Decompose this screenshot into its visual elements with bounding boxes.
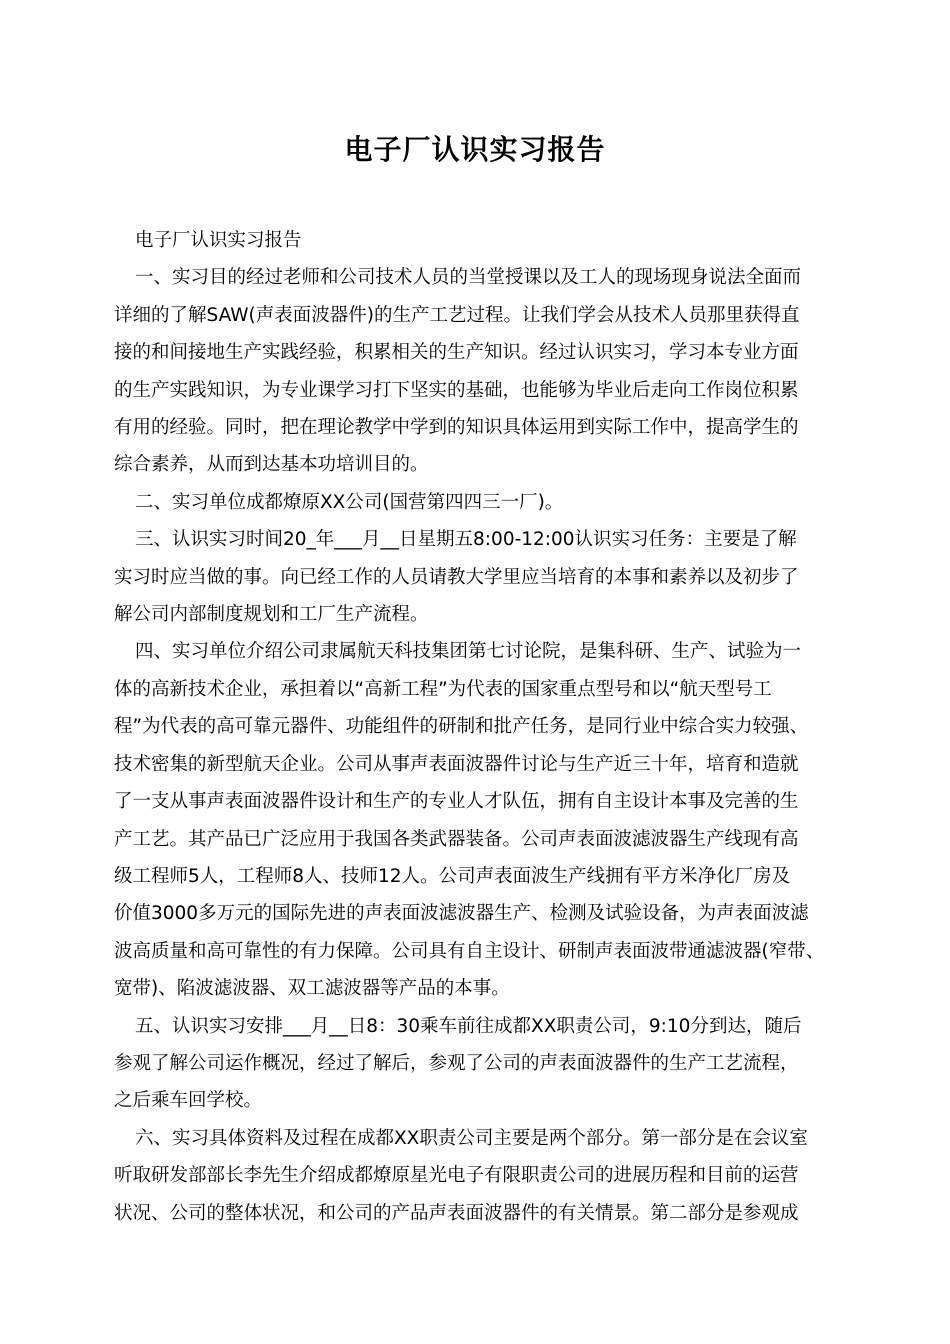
- text-line: 之后乘车回学校。: [114, 1090, 263, 1112]
- text-line: 状况、公司的整体状况，和公司的产品声表面波器件的有关情景。第二部分是参观成: [114, 1202, 799, 1224]
- text-line: 二、实习单位成都燎原XX公司(国营第四四三一厂)。: [135, 491, 564, 513]
- text-line: 波高质量和高可靠性的有力保障。公司具有自主设计、研制声表面波带通滤波器(窄带、: [114, 940, 825, 962]
- text-line: 一、实习目的经过老师和公司技术人员的当堂授课以及工人的现场现身说法全面而: [135, 267, 802, 289]
- paragraph-purpose: [114, 259, 838, 483]
- text-line: 的生产实践知识，为专业课学习打下坚实的基础，也能够为毕业后走向工作岗位积累: [114, 379, 799, 401]
- text-line: 产工艺。其产品已广泛应用于我国各类武器装备。公司声表面波滤波器生产线现有高: [114, 828, 799, 850]
- text-line: 六、实习具体资料及过程在成都XX职责公司主要是两个部分。第一部分是在会议室: [135, 1127, 808, 1149]
- paragraph-unit: [114, 484, 838, 521]
- paragraph-heading: [114, 222, 838, 259]
- text-line: 电子厂认识实习报告: [135, 230, 302, 251]
- text-line: 价值3000多万元的国际先进的声表面波滤波器生产、检测及试验设备，为声表面波滤: [114, 903, 809, 925]
- text-line: 四、实习单位介绍公司隶属航天科技集团第七讨论院，是集科研、生产、试验为一: [135, 641, 802, 663]
- document-body: [114, 222, 838, 1232]
- paragraph-intro: [114, 633, 838, 1007]
- text-line: 三、认识实习时间20_年___月__日星期五8:00-12:00认识实习任务：主要是了解: [135, 529, 797, 551]
- text-line: 宽带)、陷波滤波器、双工滤波器等产品的本事。: [114, 978, 510, 1000]
- text-line: 综合素养，从而到达基本功培训目的。: [114, 454, 429, 476]
- paragraph-time: [114, 521, 838, 633]
- text-line: 参观了解公司运作概况，经过了解后，参观了公司的声表面波器件的生产工艺流程，: [114, 1052, 799, 1074]
- text-line: 接的和间接地生产实践经验，积累相关的生产知识。经过认识实习，学习本专业方面: [114, 342, 799, 364]
- text-line: 程”为代表的高可靠元器件、功能组件的研制和批产任务，是同行业中综合实力较强、: [114, 716, 809, 738]
- text-line: 实习时应当做的事。向已经工作的人员请教大学里应当培育的本事和素养以及初步了: [114, 566, 799, 588]
- paragraph-details: [114, 1120, 838, 1232]
- text-line: 技术密集的新型航天企业。公司从事声表面波器件讨论与生产近三十年，培育和造就: [114, 753, 799, 775]
- text-line: 解公司内部制度规划和工厂生产流程。: [114, 604, 429, 626]
- text-line: 详细的了解SAW(声表面波器件)的生产工艺过程。让我们学会从技术人员那里获得直: [114, 304, 800, 326]
- document-title: 电子厂认识实习报告: [344, 133, 606, 166]
- text-line: 听取研发部部长李先生介绍成都燎原星光电子有限职责公司的进展历程和目前的运营: [114, 1165, 799, 1187]
- text-line: 了一支从事声表面波器件设计和生产的专业人才队伍，拥有自主设计本事及完善的生: [114, 791, 799, 813]
- text-line: 体的高新技术企业，承担着以“高新工程”为代表的国家重点型号和以“航天型号工: [114, 678, 772, 700]
- text-line: 有用的经验。同时，把在理论教学中学到的知识具体运用到实际工作中，提高学生的: [114, 417, 799, 439]
- text-line: 五、认识实习安排___月__日8：30乘车前往成都XX职责公司，9:10分到达，随后: [135, 1015, 802, 1037]
- paragraph-schedule: [114, 1008, 838, 1120]
- text-line: 级工程师5人，工程师8人、技师12人。公司声表面波生产线拥有平方米净化厂房及: [114, 865, 791, 887]
